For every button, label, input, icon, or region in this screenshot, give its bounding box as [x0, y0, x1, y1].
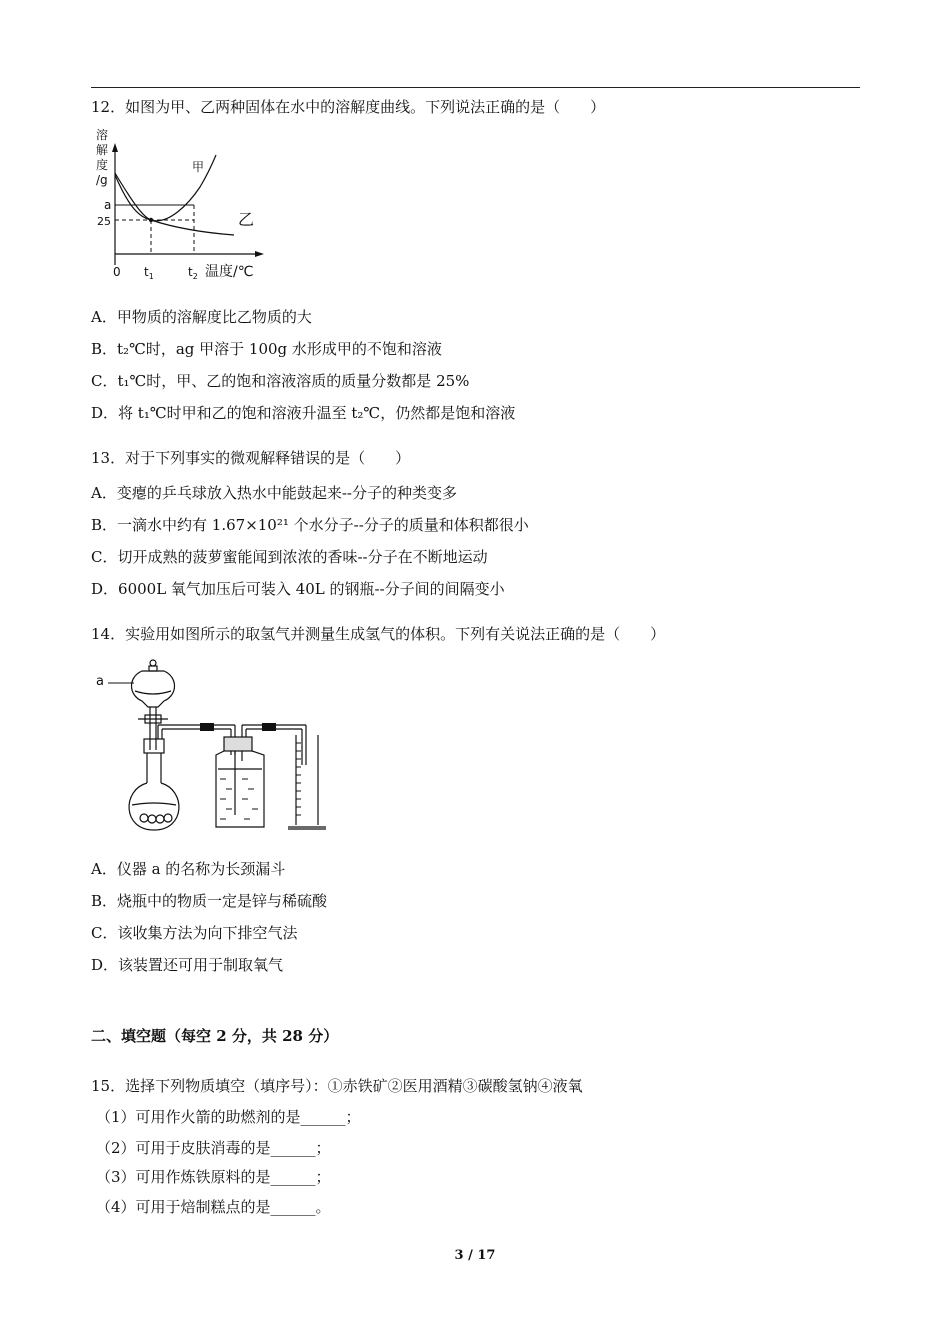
q13-option-b: B．一滴水中约有 1.67×10²¹ 个水分子--分子的质量和体积都很小	[91, 516, 529, 534]
q15-sub-1: （1）可用作火箭的助燃剂的是______；	[96, 1108, 361, 1126]
q12-intersection	[149, 218, 153, 222]
q12-label-yi: 乙	[238, 210, 255, 229]
q12-stem: 12．如图为甲、乙两种固体在水中的溶解度曲线。下列说法正确的是（ ）	[91, 98, 606, 116]
q15-sub-3: （3）可用作炼铁原料的是______；	[96, 1168, 331, 1186]
q14-stem: 14．实验用如图所示的取氢气并测量生成氢气的体积。下列有关说法正确的是（ ）	[91, 625, 666, 643]
q12-label-t1: $t_1$	[144, 265, 154, 281]
q15-stem: 15．选择下列物质填空（填序号）：①赤铁矿②医用酒精③碳酸氢钠④液氧	[91, 1077, 583, 1095]
q12-x-arrow	[255, 251, 264, 257]
q12-label-25: 25	[97, 215, 111, 228]
q14-collection-bottle	[216, 737, 264, 827]
q13-option-a: A．变瘪的乒乓球放入热水中能鼓起来--分子的种类变多	[91, 484, 457, 502]
q14-water-marks	[220, 779, 258, 819]
q14-cylinder-scale	[296, 743, 301, 815]
q15-sub-2: （2）可用于皮肤消毒的是______；	[96, 1139, 331, 1157]
q12-option-c: C．t₁℃时，甲、乙的饱和溶液溶质的质量分数都是 25%	[91, 372, 470, 390]
q12-xlabel: 温度/℃	[205, 264, 254, 280]
q14-option-c: C．该收集方法为向下排空气法	[91, 924, 298, 942]
page-number: 3 / 17	[454, 1248, 496, 1263]
q14-separatory-funnel	[132, 660, 175, 750]
q12-label-a: a	[104, 198, 112, 212]
q13-option-d: D．6000L 氧气加压后可装入 40L 的钢瓶--分子间的间隔变小	[91, 580, 505, 598]
q12-option-d: D．将 t₁℃时甲和乙的饱和溶液升温至 t₂℃，仍然都是饱和溶液	[91, 404, 516, 422]
q15-sub-4: （4）可用于焙制糕点的是______。	[96, 1198, 331, 1216]
q12-ylabel-4: /g	[96, 173, 108, 187]
q12-label-t2: $t_2$	[188, 265, 198, 281]
q14-rubber-joint-2	[262, 723, 276, 731]
q14-label-a: a	[96, 674, 104, 689]
section-2-heading: 二、填空题（每空 2 分，共 28 分）	[91, 1027, 339, 1045]
q12-ylabel-2: 解	[96, 143, 109, 157]
q14-option-a: A．仪器 a 的名称为长颈漏斗	[91, 860, 286, 878]
q12-option-a: A．甲物质的溶解度比乙物质的大	[91, 308, 312, 326]
q12-y-arrow	[112, 143, 118, 152]
q12-ylabel-3: 度	[96, 158, 109, 172]
q14-option-b: B．烧瓶中的物质一定是锌与稀硫酸	[91, 892, 328, 910]
q14-graduated-cylinder	[288, 735, 326, 829]
q13-option-c: C．切开成熟的菠萝蜜能闻到浓浓的香味--分子在不断地运动	[91, 548, 488, 566]
header-rule	[91, 87, 860, 88]
q12-ylabel-1: 溶	[96, 128, 109, 142]
q12-label-jia: 甲	[192, 160, 205, 174]
q12-option-b: B．t₂℃时，ag 甲溶于 100g 水形成甲的不饱和溶液	[91, 340, 442, 358]
q14-flask	[129, 739, 179, 830]
q12-solubility-figure	[88, 125, 278, 285]
q14-option-d: D．该装置还可用于制取氧气	[91, 956, 284, 974]
q13-stem: 13．对于下列事实的微观解释错误的是（ ）	[91, 449, 411, 467]
q14-rubber-joint-1	[200, 723, 214, 731]
q14-apparatus-figure	[92, 655, 342, 835]
q12-label-origin: 0	[113, 265, 121, 279]
